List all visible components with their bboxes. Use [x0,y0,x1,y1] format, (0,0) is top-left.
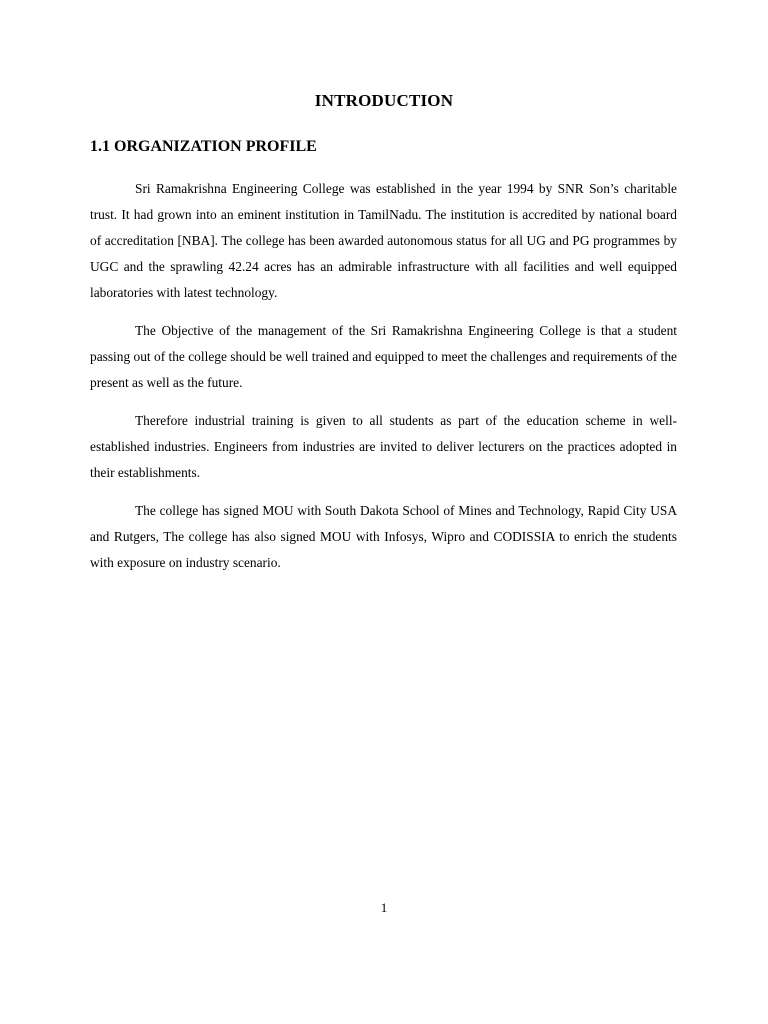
paragraph-objective: The Objective of the management of the Sri Ramakrishna Engineering College is that a student passing out of the college should be well trained and equipped to meet the challenges and requirements of the present as well as the future. [90,323,677,390]
paragraph-industrial-training: Therefore industrial training is given to all students as part of the education scheme in well-established industries. Engineers from industries are invited to deliver lecturers on the practices adopted in their establishments. [90,413,677,480]
document-title: INTRODUCTION [314,91,454,110]
page-number: 1 [380,900,388,915]
body-text [90,176,677,588]
paragraph-mou: The college has signed MOU with South Dakota School of Mines and Technology, Rapid City USA and Rutgers, The college has also signed MOU with Infosys, Wipro and CODISSIA to enrich the students with exposure on industry scenario. [90,503,677,570]
section-heading: 1.1 ORGANIZATION PROFILE [90,138,317,155]
paragraph-establishment: Sri Ramakrishna Engineering College was established in the year 1994 by SNR Son’s charitable trust. It had grown into an eminent institution in TamilNadu. The institution is accredited by national board of accreditation [NBA]. The college has been awarded autonomous status for all UG and PG programmes by UGC and the sprawling 42.24 acres has an admirable infrastructure with all facilities and well equipped laboratories with latest technology. [90,181,677,300]
